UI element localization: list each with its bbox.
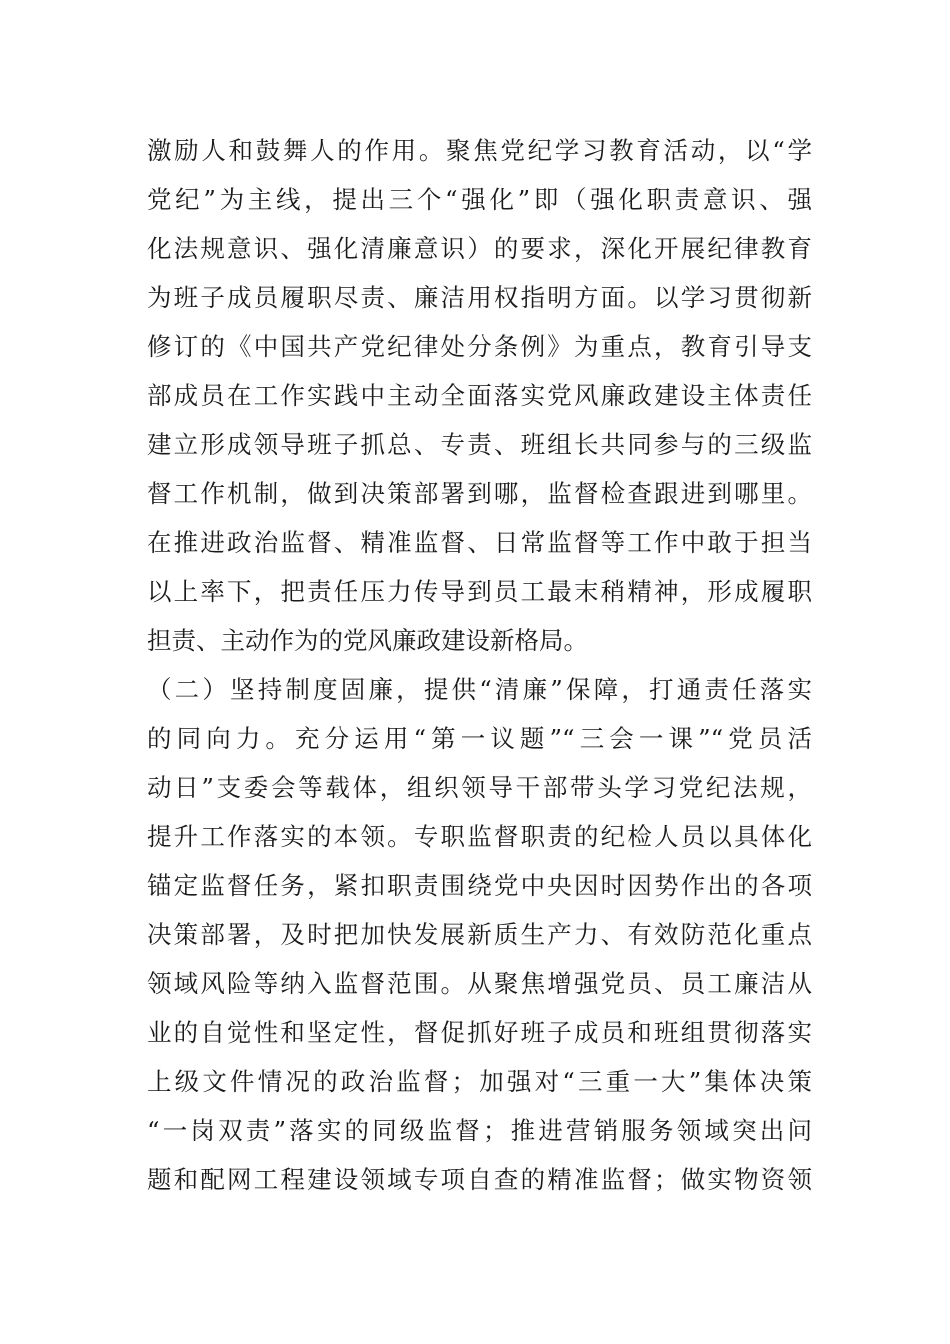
text-line: 上级文件情况的政治监督；加强对“三重一大”集体决策 xyxy=(147,1067,812,1096)
text-line: 督工作机制，做到决策部署到哪，监督检查跟进到哪里。 xyxy=(147,479,812,508)
text-line: 担责、主动作为的党风廉政建设新格局。 xyxy=(147,626,588,655)
text-line: 决策部署，及时把加快发展新质生产力、有效防范化重点 xyxy=(147,920,812,949)
text-line: 化法规意识、强化清廉意识）的要求，深化开展纪律教育 xyxy=(147,234,812,263)
text-line: “一岗双责”落实的同级监督；推进营销服务领域突出问 xyxy=(147,1116,812,1145)
section-heading-line: （二）坚持制度固廉，提供“清廉”保障，打通责任落实 xyxy=(147,675,812,704)
text-line: 锚定监督任务，紧扣职责围绕党中央因时因势作出的各项 xyxy=(147,871,812,900)
text-line: 在推进政治监督、精准监督、日常监督等工作中敢于担当 xyxy=(147,528,812,557)
text-line: 的同向力。充分运用“第一议题”“三会一课”“党员活 xyxy=(147,724,812,753)
text-line: 领域风险等纳入监督范围。从聚焦增强党员、员工廉洁从 xyxy=(147,969,812,998)
text-line: 激励人和鼓舞人的作用。聚焦党纪学习教育活动，以“学 xyxy=(147,136,812,165)
document-body xyxy=(147,126,812,1204)
text-line: 修订的《中国共产党纪律处分条例》为重点，教育引导支 xyxy=(147,332,812,361)
text-line: 题和配网工程建设领域专项自查的精准监督；做实物资领 xyxy=(147,1165,812,1194)
text-line: 部成员在工作实践中主动全面落实党风廉政建设主体责任 xyxy=(147,381,812,410)
text-line: 提升工作落实的本领。专职监督职责的纪检人员以具体化 xyxy=(147,822,812,851)
text-line: 业的自觉性和坚定性，督促抓好班子成员和班组贯彻落实 xyxy=(147,1018,812,1047)
text-line: 以上率下，把责任压力传导到员工最末稍精神，形成履职 xyxy=(147,577,812,606)
text-line: 建立形成领导班子抓总、专责、班组长共同参与的三级监 xyxy=(147,430,812,459)
text-line: 为班子成员履职尽责、廉洁用权指明方面。以学习贯彻新 xyxy=(147,283,812,312)
text-line: 党纪”为主线，提出三个“强化”即（强化职责意识、强 xyxy=(147,185,812,214)
text-line: 动日”支委会等载体，组织领导干部带头学习党纪法规， xyxy=(147,773,812,802)
